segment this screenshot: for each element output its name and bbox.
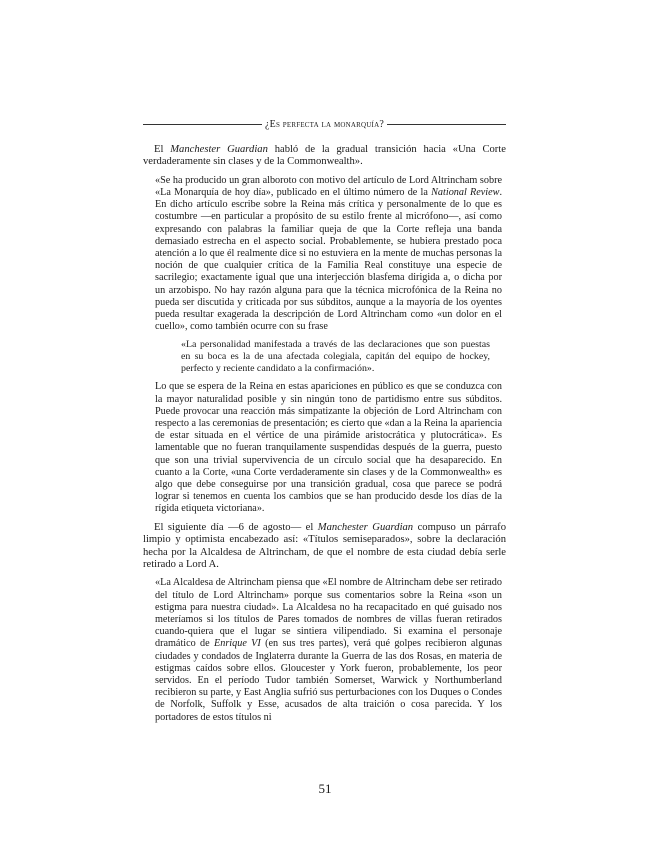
book-page (143, 116, 506, 724)
play-title: Enrique VI (214, 638, 261, 650)
running-head-rule-right (387, 124, 506, 125)
block-quote-2 (155, 577, 502, 723)
block-quote-1 (155, 175, 502, 516)
paragraph-1: El Manchester Guardian habló de la gradual transición hacia «Una Corte verdaderamente sin clases y de la Commonwealth». (143, 144, 506, 168)
running-head-title: ¿Es perfecta la monarquía? (265, 118, 384, 130)
quote-paragraph-2: Lo que se espera de la Reina en estas apariciones en público es que se conduzca con la mayor naturalidad posible y sin ningún tono de partidismo entre sus súbditos. Puede provocar una reacción más simpatizante la objeción de Lord Altrincham con respecto a las ceremonias de presentación; es cierto que «dan a la Reina la apariencia de estar situada en el vértice de una pirámide aristocrática y plutocrática». Es lamentable que no fueran tranquilamente suspendidas después de la guerra, puesto que son una trivial supervivencia de un círculo social que ha desaparecido. En cuanto a la Corte, «una Corte verdaderamente sin clases y de la Commonwealth» es algo que debe conseguirse por una transición gradual, cosa que parece se podrá lograr si tenemos en cuenta los cambios que se han producido desde los días de la rígida etiqueta victoriana». (155, 381, 502, 515)
publication-title: National Review (431, 187, 500, 199)
quote-paragraph-3: «La Alcaldesa de Altrincham piensa que «El nombre de Altrincham debe ser retirado del título de Lord Altrincham» porque sus comentarios sobre la Reina «son un estigma para nuestra ciudad». La Alcaldesa no ha recapacitado en qué guisado nos meteríamos si los títulos de Pares tomados de nombres de villas fueran retirados cuando-quiera que el lugar se sintiera vilipendiado. Si examina el personaje dramático de Enrique VI (en sus tres partes), verá qué golpes recibieron algunas ciudades y condados de Inglaterra durante la Guerra de las dos Rosas, en materia de estigmas caídos sobre ellos. Gloucester y York fueron, probablemente, los peor servidos. En el período Tudor también Somerset, Warwick y Northumberland recibieron su parte, y East Anglia sufrió sus perturbaciones con los Duques o Condes de Norfolk, Suffolk y Esse, acusados de alta traición o cosa parecida. Y los portadores de estos títulos ni (155, 577, 502, 723)
publication-title: Manchester Guardian (170, 144, 268, 155)
nested-quote (181, 339, 490, 375)
quote-paragraph-1: «Se ha producido un gran alboroto con motivo del artículo de Lord Altrincham sobre «La Monarquía de hoy día», publicado en el último número de la National Review. En dicho artículo escribe sobre la Reina más crítica y personalmente de lo que es costumbre —en particular a propósito de su estilo frente al micrófono—, así como expresando con palabras la familiar queja de que la Corte refleja una banda demasiado estrecha en el aspecto social. Probablemente, se hubiera prestado poca atención a lo que él realmente dice si no estuviera en la mente de muchas personas la noción de que cualquier crítica de la Familia Real constituye una especie de sacrilegio; exactamente igual que una interjección blasfema dirigida a, o dicha por un arzobispo. No hay razón alguna para que la técnica microfónica de la Reina no pueda ser discutida y criticada por sus súbditos, aunque a la mayoría de los oyentes pueda resultar exagerada la descripción de Lord Altrincham como «un dolor en el cuello», como también ocurre con su frase (155, 174, 502, 333)
page-number: 51 (318, 781, 332, 796)
nested-quote-paragraph: «La personalidad manifestada a través de las declaraciones que son puestas en su boca es la de una afectada colegiala, capitán del equipo de hockey, perfecto y reciente candidato a la confirmación». (181, 339, 490, 375)
running-head (143, 116, 506, 132)
paragraph-2: El siguiente día —6 de agosto— el Manchester Guardian compuso un párrafo limpio y optimista encabezado así: «Títulos semiseparados», sobre la declaración hecha por la Alcaldesa de Altrincham, de que el nombre de esta ciudad debía serle retirado a Lord A. (143, 521, 506, 570)
publication-title: Manchester Guardian (317, 521, 414, 533)
running-head-rule-left (143, 124, 262, 125)
